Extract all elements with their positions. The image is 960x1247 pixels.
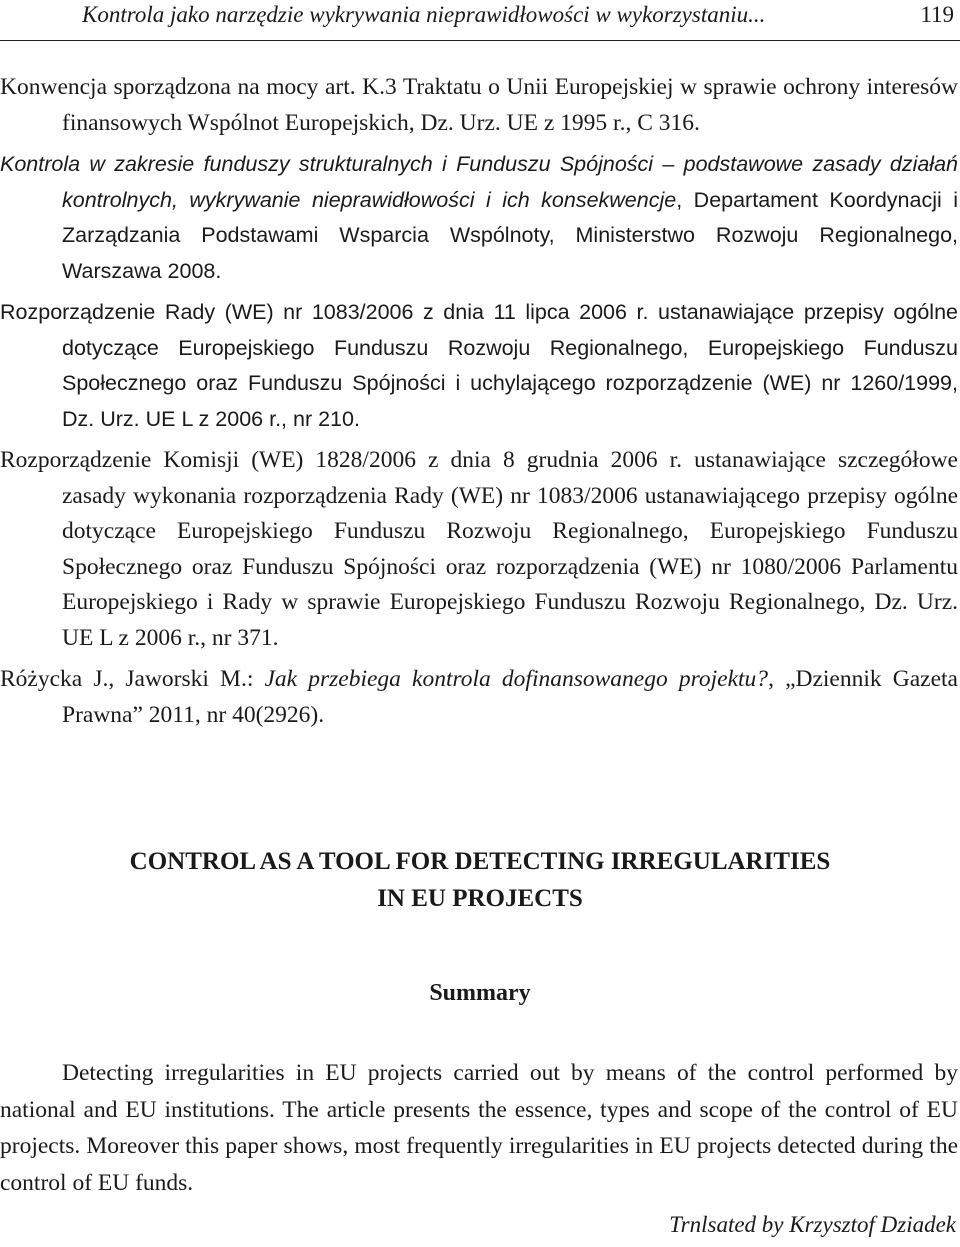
bibliography-entry	[0, 443, 958, 656]
english-title-line-2: IN EU PROJECTS	[377, 885, 583, 912]
bibliography-entry	[0, 295, 958, 437]
reference-title: Kontrola w zakresie funduszy strukturalnych i Funduszu Spójności – podstawowe zasady działań kontrolnych, wykrywanie nieprawidłowości i ich konsekwencje	[0, 152, 958, 212]
bibliography-entry	[0, 70, 958, 141]
reference-authors: Różycka J., Jaworski M.:	[0, 666, 265, 692]
reference-text: Rozporządzenie Komisji (WE) 1828/2006 z dnia 8 grudnia 2006 r. ustanawiające szczegółowe zasady wykonania rozporządzenia Rady (WE) nr 1083/2006 ustanawiającego przepisy ogólne dotyczące Europejskiego Funduszu Rozwoju Regionalnego, Europejskiego Funduszu Społecznego oraz Funduszu Spójności oraz rozporządzenia (WE) nr 1080/2006 Parlamentu Europejskiego i Rady w sprawie Europejskiego Funduszu Rozwoju Regionalnego, Dz. Urz. UE L z 2006 r., nr 371.	[0, 447, 958, 651]
bibliography-entry	[0, 662, 958, 733]
bibliography	[0, 70, 958, 739]
english-title-line-1: CONTROL AS A TOOL FOR DETECTING IRREGULARITIES	[129, 848, 831, 875]
running-title: Kontrola jako narzędzie wykrywania nieprawidłowości w wykorzystaniu...	[82, 2, 766, 27]
reference-details: , „Dziennik Gazeta Prawna” 2011, nr 40(2926).	[62, 666, 958, 728]
summary-paragraph: Detecting irregularities in EU projects carried out by means of the control performed by national and EU institutions. The article presents the essence, types and scope of the control of EU projects. Moreover this paper shows, most frequently irregularities in EU projects detected during the control of EU funds.	[0, 1060, 958, 1196]
reference-title: Jak przebiega kontrola dofinansowanego projektu?	[264, 666, 769, 692]
reference-text: Konwencja sporządzona na mocy art. K.3 Traktatu o Unii Europejskiej w sprawie ochrony interesów finansowych Wspólnot Europejskich, Dz. Urz. UE z 1995 r., C 316.	[0, 74, 958, 136]
bibliography-entry	[0, 147, 958, 289]
running-header	[0, 0, 960, 41]
page-number: 119	[920, 2, 954, 27]
summary-heading: Summary	[429, 980, 531, 1006]
reference-details: , Departament Koordynacji i Zarządzania Podstawami Wsparcia Wspólnoty, Ministerstwo Rozwoju Regionalnego, Warszawa 2008.	[62, 187, 959, 283]
reference-text: Rozporządzenie Rady (WE) nr 1083/2006 z dnia 11 lipca 2006 r. ustanawiające przepisy ogólne dotyczące Europejskiego Funduszu Rozwoju Regionalnego, Europejskiego Funduszu Społecznego oraz Funduszu Spójności i uchylającego rozporządzenie (WE) nr 1260/1999, Dz. Urz. UE L z 2006 r., nr 210.	[0, 300, 958, 431]
translator-credit: Trnlsated by Krzysztof Dziadek	[669, 1212, 956, 1237]
